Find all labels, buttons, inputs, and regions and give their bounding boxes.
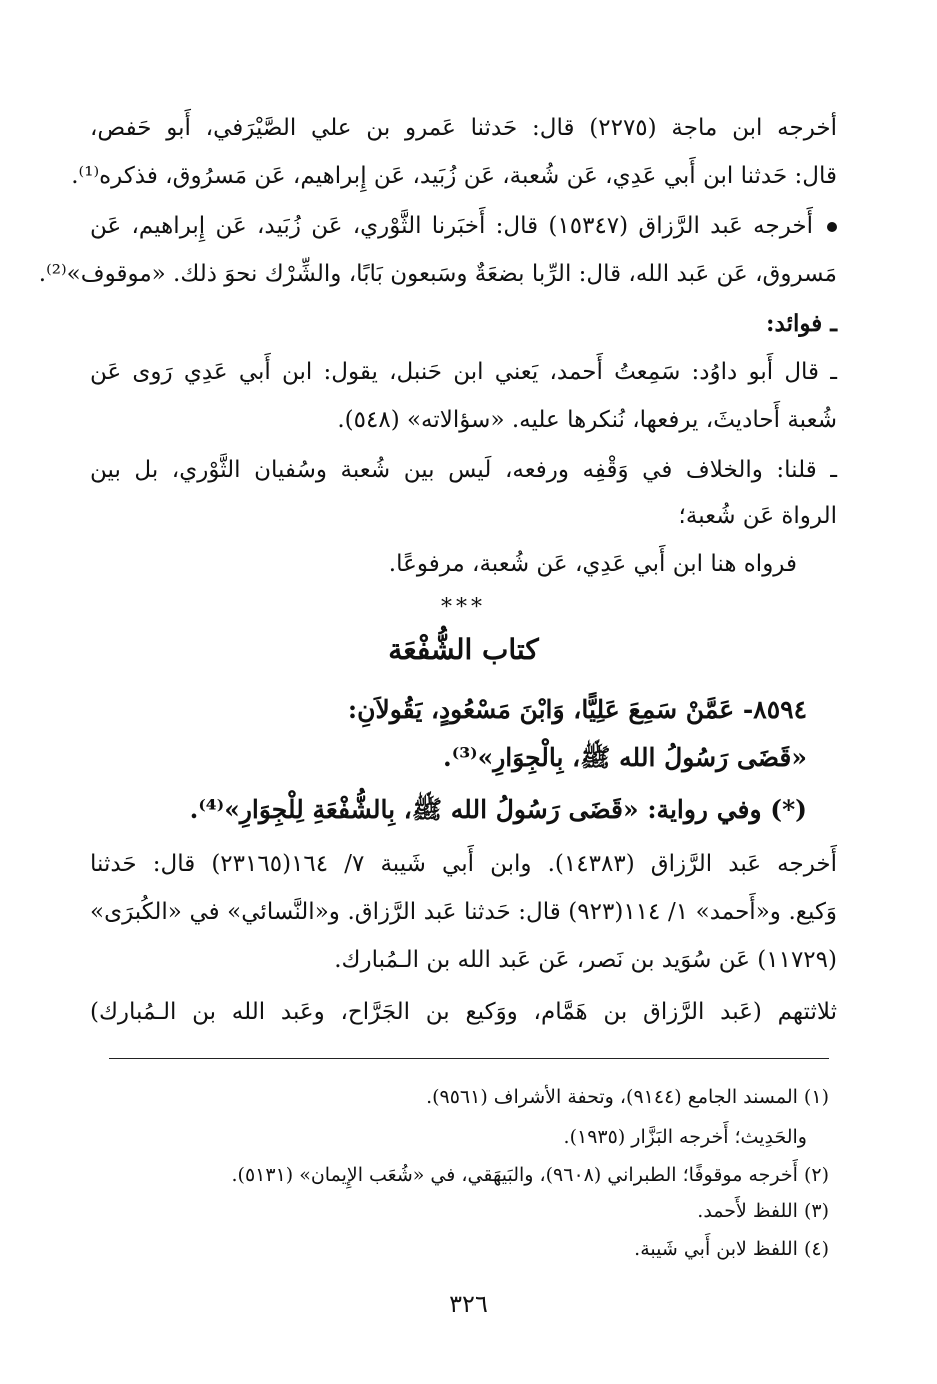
text-line: مَسروق، عَن عَبد الله، قال: الرِّبا بضعَةٌ وسَبعون بَابًا، والشِّرْك نحوَ ذلك. «موقوف»⁽²⁾. xyxy=(38,261,837,287)
text-line: فرواه هنا ابن أَبي عَدِي، عَن شُعبة، مرفوعًا. xyxy=(388,551,797,577)
text-line: ـ قال أَبو داوُد: سَمِعتُ أَحمد، يَعني ابن حَنبل، يقول: ابن أَبي عَدِي رَوى عَن xyxy=(90,359,837,385)
hadith-text: «قَضَى رَسُولُ الله ﷺ، بِالْجِوَارِ»⁽³⁾. xyxy=(443,743,807,772)
separator-stars: *** xyxy=(441,595,486,620)
text-line: (١١٧٢٩) عَن سُوَيد بن نَصر، عَن عَبد الله بن الـمُبارك. xyxy=(334,947,837,973)
text-line: ثلاثتهم (عَبد الرَّزاق بن هَمَّام، ووَكيع بن الجَرَّاح، وعَبد الله بن الـمُبارك) xyxy=(90,999,837,1025)
text-line: أخرجه ابن ماجة (٢٢٧٥) قال: حَدثنا عَمرو بن علي الصَّيْرَفي، أَبو حَفص، xyxy=(90,115,837,141)
footnote-1-continuation: والحَدِيث؛ أَخرجه البَزَّار (١٩٣٥). xyxy=(563,1126,807,1148)
bullet-paragraph xyxy=(90,206,837,246)
text-line: شُعبة أَحاديثَ، يرفعها، نُنكرها عليه. «سؤالاته» (٥٤٨). xyxy=(337,407,837,433)
book-title: كتاب الشُّفْعَة xyxy=(388,633,539,666)
footnote-1: (١) المسند الجامع (٩١٤٤)، وتحفة الأشراف (٩٥٦١). xyxy=(426,1086,829,1108)
footnote-2: (٢) أَخرجه موقوفًا؛ الطبراني (٩٦٠٨)، والبَيهَقي، في «شُعَب الإِيمان» (٥١٣١). xyxy=(231,1164,829,1186)
section-heading-fawaid: ـ فوائد: xyxy=(766,310,837,337)
bullet-icon xyxy=(827,222,837,232)
footnote-3: (٣) اللفظ لأَحمد. xyxy=(697,1200,829,1222)
hadith-heading: ٨٥٩٤- عَمَّنْ سَمِعَ عَلِيًّا، وَابْنَ مَسْعُودٍ، يَقُولاَنِ: xyxy=(347,695,807,724)
text-line: أَخرجه عَبد الرَّزاق (١٤٣٨٣). وابن أَبي شَيبة ٧/ ١٦٤(٢٣١٦٥) قال: حَدثنا xyxy=(90,851,837,877)
text-line: وَكيع. و«أَحمد» ١/ ١١٤(٩٢٣) قال: حَدثنا عَبد الرَّزاق. و«النَّسائي» في «الكُبرَى» xyxy=(90,899,837,925)
text-line: أَخرجه عَبد الرَّزاق (١٥٣٤٧) قال: أَخبَرنا الثَّوْري، عَن زُبَيد، عَن إِبراهيم، عَن xyxy=(90,213,813,239)
footnote-divider xyxy=(109,1058,829,1059)
hadith-variant: (*) وفي رواية: «قَضَى رَسُولُ الله ﷺ، بِالشُّفْعَةِ لِلْجِوَارِ»⁽⁴⁾. xyxy=(189,795,807,824)
footnote-4: (٤) اللفظ لابن أَبي شَيبة. xyxy=(634,1238,829,1260)
page-number: ٣٢٦ xyxy=(449,1290,488,1318)
text-line: ـ قلنا: والخلاف في وَقْفِه ورفعه، لَيس بين شُعبة وسُفيان الثَّوْري، بل بين xyxy=(90,457,837,483)
text-line: قال: حَدثنا ابن أَبي عَدِي، عَن شُعبة، عَن زُبَيد، عَن إِبراهيم، عَن مَسرُوق، فذكره⁽¹⁾. xyxy=(71,163,837,189)
text-line: الرواة عَن شُعبة؛ xyxy=(678,503,837,529)
